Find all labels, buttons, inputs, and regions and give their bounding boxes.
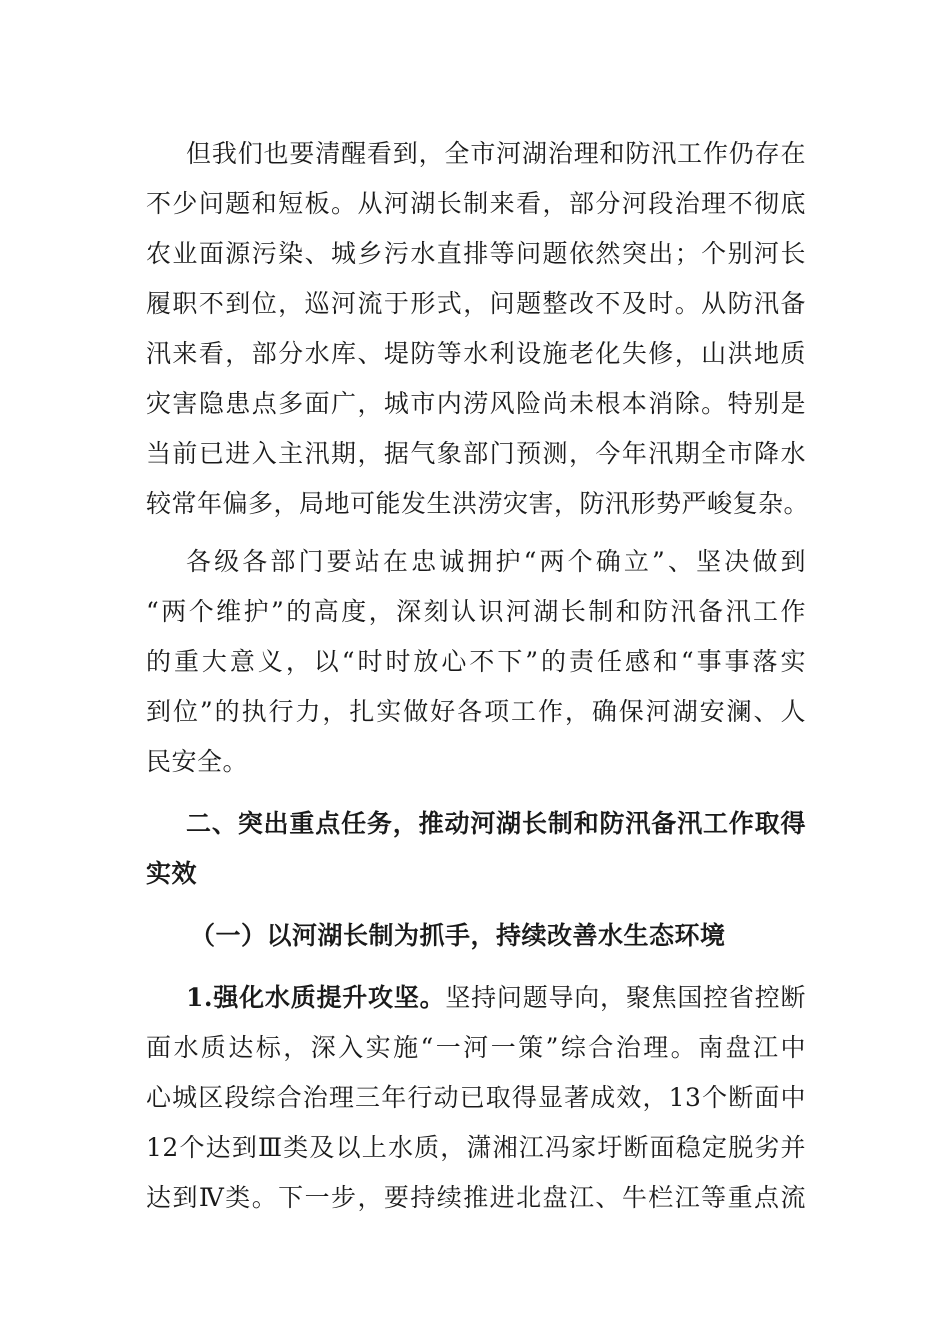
paragraph-3-line-2: 面水质达标，深入实施“一河一策”综合治理。南盘江中 — [146, 1033, 806, 1062]
paragraph-3-line-5: 达到Ⅳ类。下一步，要持续推进北盘江、牛栏江等重点流 — [146, 1183, 806, 1212]
section-heading-line-2: 实效 — [146, 859, 198, 888]
paragraph-2-line-5: 民安全。 — [146, 747, 249, 776]
paragraph-1-line-7: 当前已进入主汛期，据气象部门预测，今年汛期全市降水 — [146, 439, 806, 468]
paragraph-1-line-2: 不少问题和短板。从河湖长制来看，部分河段治理不彻底 — [146, 189, 806, 218]
paragraph-1-line-3: 农业面源污染、城乡污水直排等问题依然突出；个别河长 — [146, 239, 806, 268]
paragraph-1-line-5: 汛来看，部分水库、堤防等水利设施老化失修，山洪地质 — [146, 339, 806, 368]
paragraph-2-line-3: 的重大意义，以“时时放心不下”的责任感和“事事落实 — [146, 647, 806, 676]
subsection-heading: （一）以河湖长制为抓手，持续改善水生态环境 — [190, 921, 726, 950]
paragraph-1-line-6: 灾害隐患点多面广，城市内涝风险尚未根本消除。特别是 — [146, 389, 806, 418]
paragraph-3-line-1-rest: 坚持问题导向，聚焦国控省控断 — [445, 983, 806, 1012]
paragraph-3-line-1 — [186, 978, 806, 1018]
paragraph-3-lead: 1.强化水质提升攻坚。 — [186, 983, 446, 1012]
paragraph-3-line-4: 12个达到Ⅲ类及以上水质，潇湘江冯家圩断面稳定脱劣并 — [146, 1133, 806, 1162]
paragraph-1-line-1: 但我们也要清醒看到，全市河湖治理和防汛工作仍存在 — [186, 139, 806, 168]
paragraph-2-line-4: 到位”的执行力，扎实做好各项工作，确保河湖安澜、人 — [146, 697, 806, 726]
paragraph-1-line-8: 较常年偏多，局地可能发生洪涝灾害，防汛形势严峻复杂。 — [146, 489, 810, 518]
paragraph-2-line-1: 各级各部门要站在忠诚拥护“两个确立”、坚决做到 — [186, 547, 806, 576]
paragraph-3-line-3: 心城区段综合治理三年行动已取得显著成效，13个断面中 — [146, 1083, 806, 1112]
paragraph-2-line-2: “两个维护”的高度，深刻认识河湖长制和防汛备汛工作 — [146, 597, 806, 626]
section-heading-line-1: 二、突出重点任务，推动河湖长制和防汛备汛工作取得 — [186, 809, 806, 838]
paragraph-1-line-4: 履职不到位，巡河流于形式，问题整改不及时。从防汛备 — [146, 289, 806, 318]
